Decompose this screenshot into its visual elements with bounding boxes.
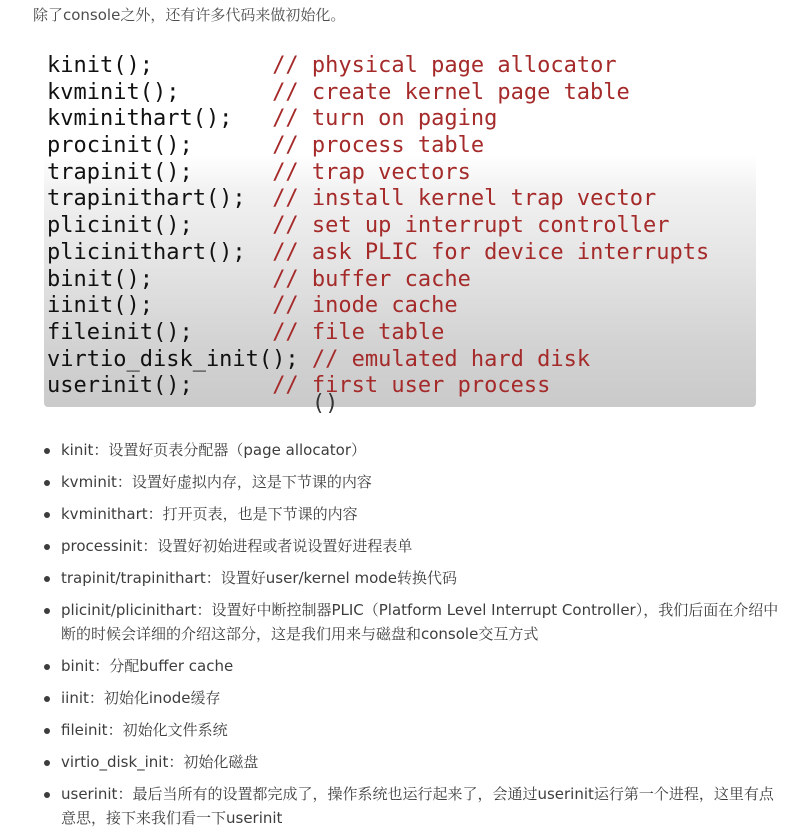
code-comment: // file table bbox=[272, 319, 445, 345]
code-comment: // first user process bbox=[272, 373, 551, 399]
code-line bbox=[47, 347, 709, 374]
list-item: trapinit/trapinithart：设置好user/kernel mode转换代码 bbox=[40, 566, 780, 590]
code-line bbox=[47, 293, 709, 320]
code-comment: // ask PLIC for device interrupts bbox=[272, 239, 710, 265]
code-comment: // install kernel trap vector bbox=[272, 186, 657, 212]
code-function-call: kinit(); bbox=[47, 53, 153, 78]
code-function-call: trapinithart(); bbox=[47, 186, 246, 212]
code-function-call: plicinithart(); bbox=[47, 239, 246, 265]
code-line bbox=[47, 53, 709, 80]
code-gap bbox=[153, 293, 272, 318]
code-screenshot bbox=[44, 43, 756, 416]
code-line bbox=[47, 320, 709, 347]
code-function-call: binit(); bbox=[47, 266, 153, 292]
code-gap bbox=[179, 80, 272, 105]
code-comment: // buffer cache bbox=[272, 266, 471, 292]
intro-paragraph: 除了console之外，还有许多代码来做初始化。 bbox=[33, 6, 346, 24]
code-comment: // inode cache bbox=[272, 293, 458, 319]
code-gap bbox=[153, 53, 272, 78]
list-item: processinit：设置好初始进程或者说设置好进程表单 bbox=[40, 534, 780, 558]
code-gap bbox=[193, 213, 272, 238]
code-function-call: plicinit(); bbox=[47, 213, 193, 239]
code-function-call: fileinit(); bbox=[47, 319, 193, 345]
code-comment: // process table bbox=[272, 133, 485, 159]
code-function-call: procinit(); bbox=[47, 133, 193, 159]
list-item: fileinit：初始化文件系统 bbox=[40, 718, 780, 742]
list-item: kvminithart：打开页表，也是下节课的内容 bbox=[40, 502, 780, 526]
code-comment: // create kernel page table bbox=[272, 79, 630, 105]
code-line bbox=[47, 160, 709, 187]
code-line bbox=[47, 133, 709, 160]
code-line bbox=[47, 106, 709, 133]
code-comment: // set up interrupt controller bbox=[272, 213, 670, 239]
code-gap bbox=[246, 186, 273, 211]
list-item: plicinit/plicinithart：设置好中断控制器PLIC（Platform Level Interrupt Controller），我们后面在介绍中断的时候会详细的介绍这部分，这是我们用来与磁盘和console交互方式 bbox=[40, 598, 780, 646]
code-function-call: trapinit(); bbox=[47, 159, 193, 185]
code-gap bbox=[193, 320, 272, 345]
code-gap bbox=[193, 133, 272, 158]
code-function-call: virtio_disk_init(); bbox=[47, 346, 299, 372]
code-line bbox=[47, 240, 709, 267]
code-function-call: iinit(); bbox=[47, 293, 153, 319]
init-function-list bbox=[40, 438, 780, 838]
code-function-call: userinit(); bbox=[47, 373, 193, 399]
code-gap bbox=[246, 240, 273, 265]
code-line bbox=[47, 186, 709, 213]
code-block bbox=[47, 53, 709, 400]
list-item: kvminit：设置好虚拟内存，这是下节课的内容 bbox=[40, 470, 780, 494]
code-comment: // trap vectors bbox=[272, 159, 471, 185]
code-function-call: kvminithart(); bbox=[47, 106, 233, 132]
list-item: binit：分配buffer cache bbox=[40, 654, 780, 678]
code-gap bbox=[153, 267, 272, 292]
code-comment: // turn on paging bbox=[272, 106, 498, 132]
cut-off-code-line: () bbox=[47, 391, 339, 416]
code-comment: // physical page allocator bbox=[272, 53, 617, 78]
list-item: iinit：初始化inode缓存 bbox=[40, 686, 780, 710]
list-item: kinit：设置好页表分配器（page allocator） bbox=[40, 438, 780, 462]
code-comment: // emulated hard disk bbox=[311, 346, 591, 372]
code-line bbox=[47, 213, 709, 240]
code-gap bbox=[232, 106, 272, 131]
list-item: virtio_disk_init：初始化磁盘 bbox=[40, 750, 780, 774]
code-gap bbox=[193, 160, 272, 185]
code-function-call: kvminit(); bbox=[47, 79, 180, 105]
code-line bbox=[47, 80, 709, 107]
code-line bbox=[47, 267, 709, 294]
list-item: userinit：最后当所有的设置都完成了，操作系统也运行起来了，会通过userinit运行第一个进程，这里有点意思，接下来我们看一下userinit bbox=[40, 782, 780, 830]
code-gap bbox=[299, 347, 312, 372]
